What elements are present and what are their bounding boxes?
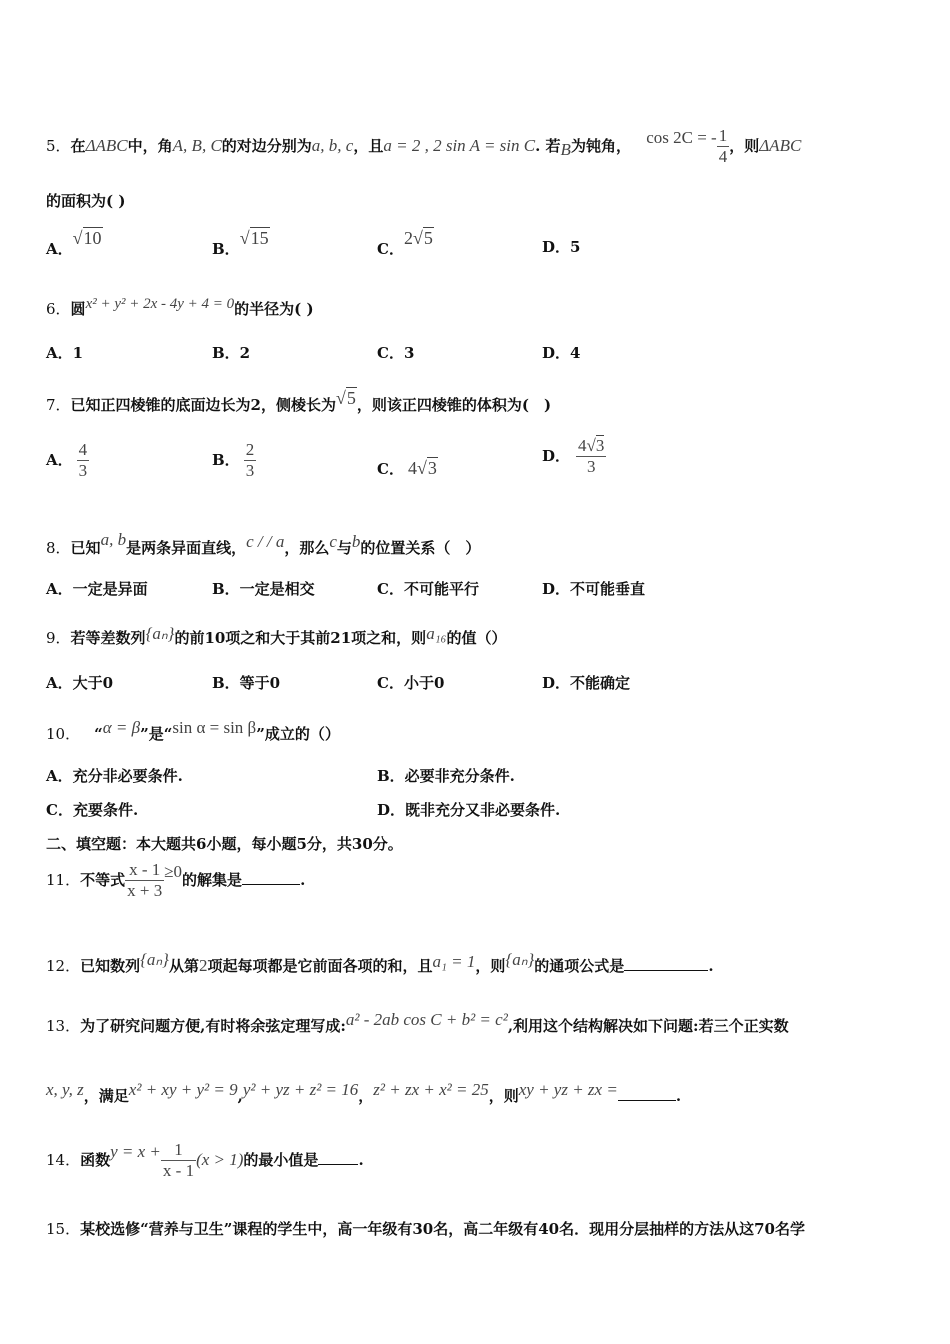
option-d[interactable]: D．4 <box>542 344 581 362</box>
option-b[interactable] <box>212 228 270 259</box>
question-number: 14． <box>46 1150 81 1169</box>
question-text: 的通项公式是 <box>534 957 625 975</box>
question-text: . <box>708 957 714 975</box>
math-sides: a, b, c <box>311 135 354 155</box>
question-8 <box>46 530 480 558</box>
option-c[interactable]: C．小于0 <box>377 674 445 692</box>
answer-blank[interactable] <box>242 884 300 885</box>
question-number: 6． <box>46 300 71 318</box>
question-text: “ <box>94 725 103 743</box>
question-text: ，满足 <box>83 1087 129 1105</box>
question-text: 若等差数列 <box>70 629 146 647</box>
radicand: 10 <box>83 228 102 248</box>
option-label: D． <box>542 238 571 256</box>
math-equation: x² + y² + 2x - 4y + 4 = 0 <box>85 296 235 312</box>
option-b[interactable]: B．2 <box>212 344 251 362</box>
math-cos: cos 2C = - <box>646 127 717 147</box>
option-d[interactable]: D．既非充分又非必要条件. <box>377 801 561 819</box>
numerator: 2 <box>244 440 257 461</box>
option-a[interactable]: A．一定是异面 <box>46 580 148 598</box>
question-number: 11． <box>46 870 81 889</box>
question-text: 的解集是 <box>182 870 243 889</box>
sqrt: √10 <box>72 228 102 248</box>
radicand: 5 <box>423 228 433 248</box>
question-9 <box>46 624 507 648</box>
question-text: 已知 <box>70 539 101 557</box>
numerator: 1 <box>717 126 730 147</box>
option-d[interactable] <box>542 236 580 257</box>
question-number: 9． <box>46 629 71 647</box>
question-15 <box>46 1218 805 1239</box>
option-a[interactable] <box>46 440 89 482</box>
denominator: x - 1 <box>162 1161 195 1181</box>
math-condition: (x > 1) <box>196 1149 244 1169</box>
option-c[interactable] <box>377 458 438 479</box>
question-text: ，则 <box>729 136 760 155</box>
question-7 <box>46 388 551 415</box>
option-c[interactable]: C．充要条件. <box>46 801 139 819</box>
radicand: 5 <box>346 388 356 408</box>
math-relation: ≥0 <box>164 861 183 881</box>
math-sequence: {aₙ} <box>505 950 535 969</box>
radicand: 3 <box>427 458 437 478</box>
question-text: 是两条异面直线， <box>126 539 247 557</box>
question-number: 13． <box>46 1017 81 1035</box>
math-equation: α = β <box>102 718 141 737</box>
option-a[interactable]: A．充分非必要条件. <box>46 767 183 785</box>
answer-blank[interactable] <box>318 1164 358 1165</box>
question-13-cont <box>46 1080 681 1106</box>
option-label: B． <box>212 240 240 258</box>
option-label: C． <box>377 240 404 258</box>
question-6 <box>46 296 314 319</box>
denominator: x + 3 <box>127 881 163 901</box>
option-b[interactable] <box>212 440 256 482</box>
question-text: 的面积为( ) <box>46 192 126 210</box>
math-variable: c <box>329 532 337 551</box>
question-text: ”成立的（） <box>256 725 340 743</box>
numerator: 4 <box>77 440 90 461</box>
option-d[interactable] <box>542 436 606 478</box>
question-text: 已知数列 <box>80 957 141 975</box>
question-text: 圆 <box>70 300 86 318</box>
math-equation: y² + yz + z² = 16 <box>242 1080 359 1099</box>
option-a[interactable]: A．1 <box>46 344 84 362</box>
math-expression: xy + yz + zx = <box>518 1080 618 1099</box>
question-text: 函数 <box>80 1150 111 1169</box>
option-label: B． <box>212 450 240 469</box>
option-b[interactable]: B．一定是相交 <box>212 580 315 598</box>
question-number: 10． <box>46 725 81 743</box>
question-text: . <box>675 1087 682 1105</box>
question-14 <box>46 1140 364 1182</box>
coefficient: 4 <box>578 436 587 455</box>
question-text: 在 <box>70 136 86 155</box>
question-10 <box>46 718 340 744</box>
question-11 <box>46 860 305 902</box>
question-number: 7． <box>46 396 71 414</box>
question-text: 中，角 <box>127 136 173 155</box>
section-heading: 二、填空题：本大题共6小题，每小题5分，共30分。 <box>46 835 403 853</box>
math-number: 2 <box>199 956 208 975</box>
denominator: 3 <box>586 457 596 477</box>
option-a[interactable]: A．大于0 <box>46 674 114 692</box>
question-number: 12． <box>46 957 81 975</box>
option-b[interactable]: B．必要非充分条件. <box>377 767 515 785</box>
question-text: . <box>300 870 306 889</box>
math-triangle: ΔABC <box>85 135 128 155</box>
question-text: . 若 <box>535 136 561 155</box>
numerator: 4√3 <box>576 436 606 457</box>
fraction <box>161 1140 196 1182</box>
sqrt: √5 <box>336 388 356 408</box>
coefficient: 4 <box>407 458 417 478</box>
answer-blank[interactable] <box>618 1100 676 1101</box>
question-text: 的半径为( ) <box>234 300 314 318</box>
question-text: 与 <box>336 539 352 557</box>
question-text: ，且 <box>353 136 384 155</box>
fraction <box>125 860 164 902</box>
question-text: 项起每项都是它前面各项的和，且 <box>207 957 433 975</box>
math-equation: z² + zx + x² = 25 <box>373 1080 489 1099</box>
math-term: a₁₆ <box>426 624 447 643</box>
math-parallel: c / / a <box>246 532 285 551</box>
sqrt: 2√5 <box>403 228 433 248</box>
radicand: 15 <box>250 228 269 248</box>
question-text: 从第 <box>168 957 199 975</box>
question-text: , <box>237 1087 243 1105</box>
question-text: ,利用这个结构解决如下问题:若三个正实数 <box>507 1017 789 1035</box>
sqrt: √15 <box>239 228 269 248</box>
math-variable: b <box>351 532 361 551</box>
question-text: 的前10项之和大于其前21项之和，则 <box>174 629 427 647</box>
question-text: . <box>358 1150 364 1169</box>
fraction <box>77 440 90 482</box>
question-text: 已知正四棱锥的底面边长为2，侧棱长为 <box>70 396 336 414</box>
question-text: ， <box>358 1087 374 1105</box>
numerator: x - 1 <box>125 860 164 881</box>
math-equation: x² + xy + y² = 9 <box>128 1080 238 1099</box>
fraction <box>576 436 606 478</box>
math-equation: sin α = sin β <box>172 718 257 737</box>
option-label: D． <box>542 446 571 465</box>
math-sequence: {aₙ} <box>140 950 169 969</box>
numerator: 1 <box>161 1140 196 1161</box>
question-text: ，则该正四棱锥的体积为( ) <box>356 396 552 414</box>
math-lines: a, b <box>100 530 127 549</box>
math-condition: a = 2 , 2 sin A = sin C <box>383 135 536 155</box>
math-condition: a₁ = 1 <box>432 952 476 971</box>
question-text: 的值（） <box>446 629 507 647</box>
math-angles: A, B, C <box>172 135 222 155</box>
denominator: 3 <box>245 461 255 481</box>
option-c[interactable]: C．3 <box>377 344 415 362</box>
radicand: 3 <box>595 436 605 455</box>
option-c[interactable] <box>377 228 434 259</box>
question-text: 某校选修“营养与卫生”课程的学生中，高一年级有30名，高二年级有40名．现用分层抽样的方法从这70名学 <box>80 1220 805 1238</box>
question-text: 为了研究问题方便,有时将余弦定理写成: <box>80 1017 346 1035</box>
math-variable: B <box>560 139 571 159</box>
question-number: 15． <box>46 1220 81 1238</box>
option-a[interactable] <box>46 228 103 259</box>
option-text: 5 <box>570 238 581 256</box>
math-triangle: ΔABC <box>759 135 802 155</box>
question-text: ，那么 <box>284 539 330 557</box>
option-label: A． <box>46 240 73 258</box>
question-text: 的最小值是 <box>243 1150 319 1169</box>
question-number: 5． <box>46 136 71 155</box>
question-5-cont <box>46 190 125 211</box>
fraction <box>244 440 257 482</box>
math-sequence: {aₙ} <box>145 624 175 643</box>
question-number: 8． <box>46 539 71 557</box>
denominator: 3 <box>78 461 88 481</box>
option-c[interactable]: C．不可能平行 <box>377 580 479 598</box>
option-label: C． <box>377 460 404 478</box>
option-d[interactable]: D．不能确定 <box>542 674 631 692</box>
question-text: ，则 <box>488 1087 519 1105</box>
question-text: 的对边分别为 <box>221 136 312 155</box>
question-text: 为钝角， <box>570 136 631 155</box>
coefficient: 2 <box>403 228 413 248</box>
sqrt: 4√3 <box>407 458 437 478</box>
question-5 <box>46 126 801 168</box>
question-text: 不等式 <box>80 870 126 889</box>
math-variables: x, y, z <box>46 1080 84 1099</box>
math-cosine-law: a² - 2ab cos C + b² = c² <box>345 1010 508 1029</box>
option-label: A． <box>46 450 73 469</box>
answer-blank[interactable] <box>624 970 708 971</box>
question-text: ，则 <box>475 957 506 975</box>
denominator: 4 <box>718 147 728 167</box>
math-function: y = x + <box>110 1141 161 1161</box>
fraction <box>717 126 730 168</box>
option-b[interactable]: B．等于0 <box>212 674 281 692</box>
question-13 <box>46 1010 789 1036</box>
question-text: ”是“ <box>140 725 173 743</box>
question-text: 的位置关系（ ） <box>360 539 481 557</box>
question-12 <box>46 950 714 976</box>
option-d[interactable]: D．不可能垂直 <box>542 580 646 598</box>
